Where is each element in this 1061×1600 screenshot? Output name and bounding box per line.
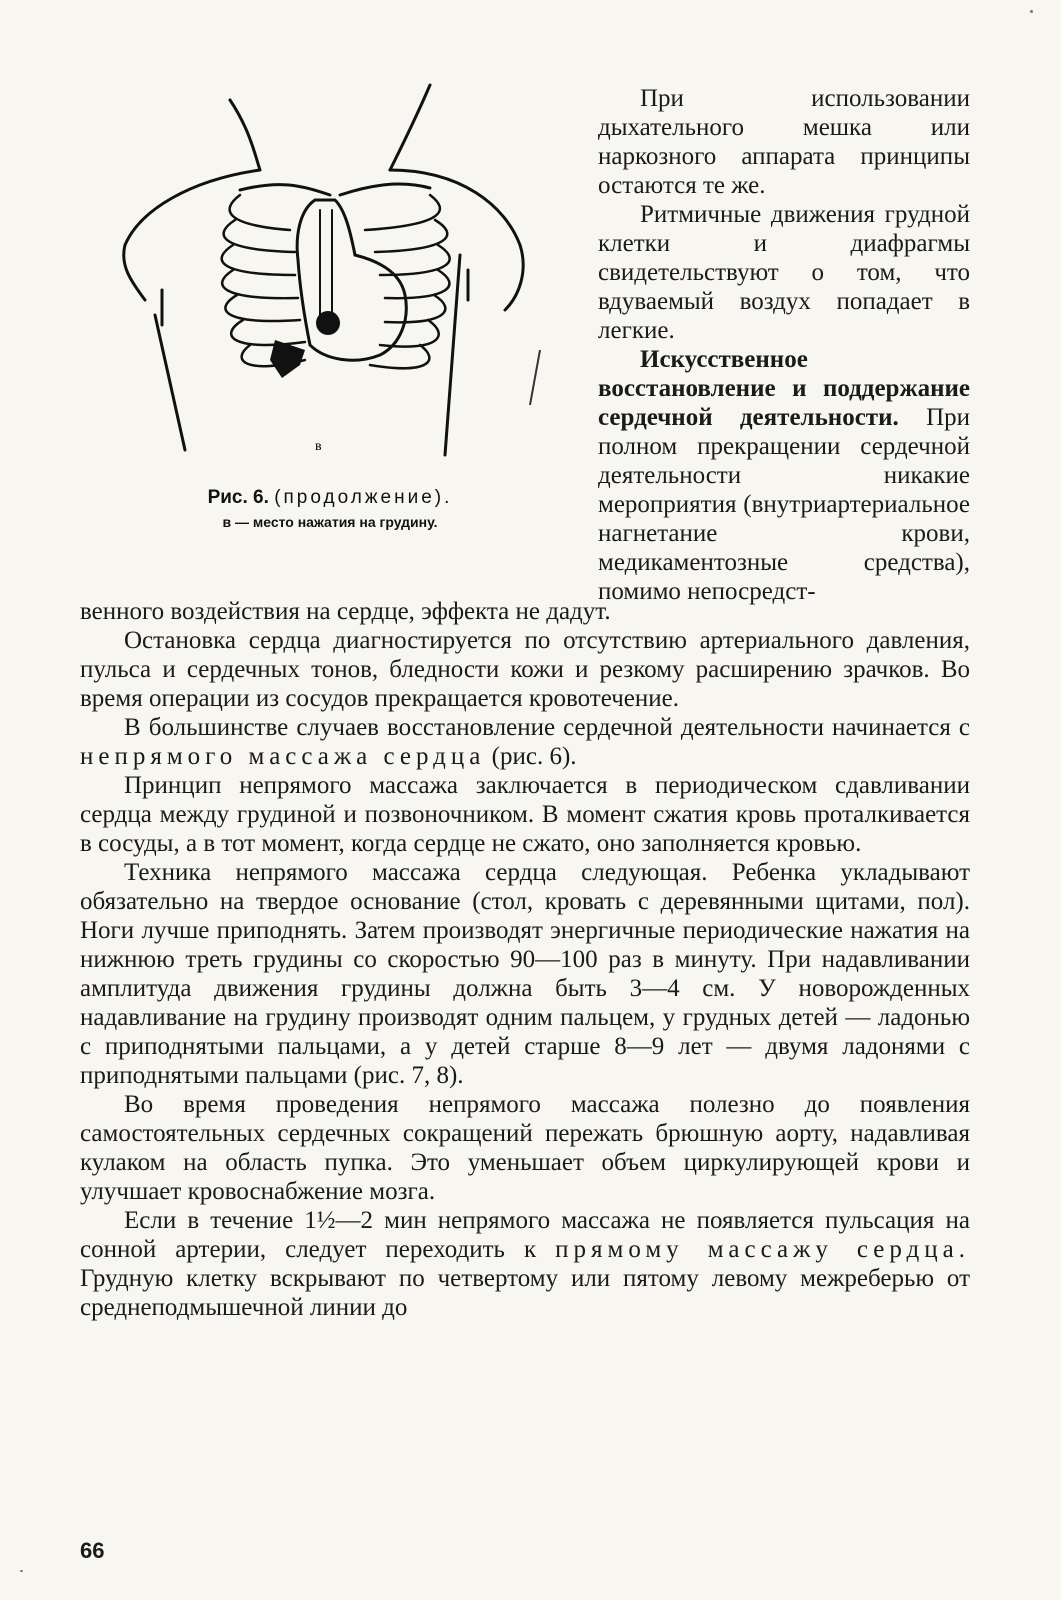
neck-left-line	[230, 100, 260, 170]
main-paragraph-4: Техника непрямого массажа сердца следующая. Ребенка укладывают обязательно на твердое основание (стол, кровать с деревянными щитами, пол). Ноги лучше приподнять. Затем производят энергичные периодические нажатия на нижнюю треть грудины со скоростью 90—100 раз в минуту. При надавливании амплитуда движения грудины должна быть 3—4 см. У новорожденных надавливание на грудину производят одним пальцем, у грудных детей — ладонью с приподнятыми пальцами, а у детей старше 8—9 лет — двумя ладонями с приподнятыми пальцами (рис. 7, 8).	[80, 859, 970, 1089]
chest-illustration	[100, 60, 560, 480]
print-speck	[20, 1570, 23, 1572]
caption-continuation: (продолжение).	[274, 487, 453, 508]
emphasis-direct-massage: прямому массажу сердца.	[555, 1236, 970, 1263]
figure-caption	[150, 485, 510, 533]
caption-label: Рис. 6.	[207, 487, 269, 508]
main-paragraph-2-end: (рис. 6).	[485, 743, 577, 770]
main-paragraph-6-end: Грудную клетку вскрывают по четвертому или пятому левому межреберью от среднеподмышечной линии до	[80, 1265, 970, 1321]
main-paragraph-6-start: Если в течение 1½—2 мин непрямого массажа не появляется пульсация на сонной артерии, следует переходить к	[80, 1207, 970, 1263]
caption-main	[150, 485, 510, 511]
main-paragraph-3: Принцип непрямого массажа заключается в периодическом сдавливании сердца между грудиной и позвоночником. В момент сжатия кровь проталкивается в сосуды, а в тот момент, когда сердце не сжато, оно заполняется кровью.	[80, 772, 970, 857]
main-paragraph-5: Во время проведения непрямого массажа полезно до появления самостоятельных сердечных сокращений пережать брюшную аорту, надавливая кулаком на область пупка. Это уменьшает объем циркулирующей крови и улучшает кровоснабжение мозга.	[80, 1091, 970, 1205]
side-paragraph-2: Ритмичные движения грудной клетки и диафрагмы свидетельствуют о том, что вдуваемый воздух попадает в легкие.	[598, 201, 970, 344]
main-column	[80, 597, 970, 1322]
main-paragraph-1: Остановка сердца диагностируется по отсутствию артериального давления, пульса и сердечных тонов, бледности кожи и резкому расширению зрачков. Во время операции из сосудов прекращается кровотечение.	[80, 627, 970, 712]
emphasis-indirect-massage: непрямого массажа сердца	[80, 743, 486, 770]
main-paragraph-2	[80, 713, 970, 771]
page-number: 66	[80, 1538, 105, 1563]
caption-subtitle: в — место нажатия на грудину.	[222, 514, 438, 530]
main-paragraph-6	[80, 1206, 970, 1322]
right-torso-edge	[445, 255, 460, 455]
side-paragraph-3	[598, 345, 970, 606]
section-heading: Искусственное восстановление и поддержание сердечной деятельности.	[598, 346, 970, 431]
chest-figure-svg	[100, 60, 560, 480]
figure-marker-label: в	[315, 439, 322, 454]
side-paragraph-3-text: При полном прекращении сердечной деятельности никакие мероприятия (внутриартериальное нагнетание крови, медикаментозные средства), помимо непосредст-	[598, 404, 970, 605]
side-paragraph-1: При использовании дыхательного мешка или наркозного аппарата принципы остаются те же.	[598, 85, 970, 199]
pressure-arrow-icon	[270, 340, 305, 378]
margin-mark	[530, 350, 540, 405]
left-torso-edge	[155, 315, 185, 450]
continuation-line: венного воздействия на сердце, эффекта не дадут.	[80, 598, 611, 625]
side-column	[598, 84, 970, 606]
neck-right-line	[390, 85, 430, 170]
ribs	[222, 195, 450, 368]
pressure-point-dot	[316, 311, 340, 335]
heart-outline	[297, 200, 406, 360]
print-speck	[1030, 10, 1033, 13]
clavicle-left	[240, 185, 330, 195]
main-paragraph-2-start: В большинстве случаев восстановление сердечной деятельности начинается с	[124, 714, 970, 741]
clavicle-right	[340, 184, 430, 195]
